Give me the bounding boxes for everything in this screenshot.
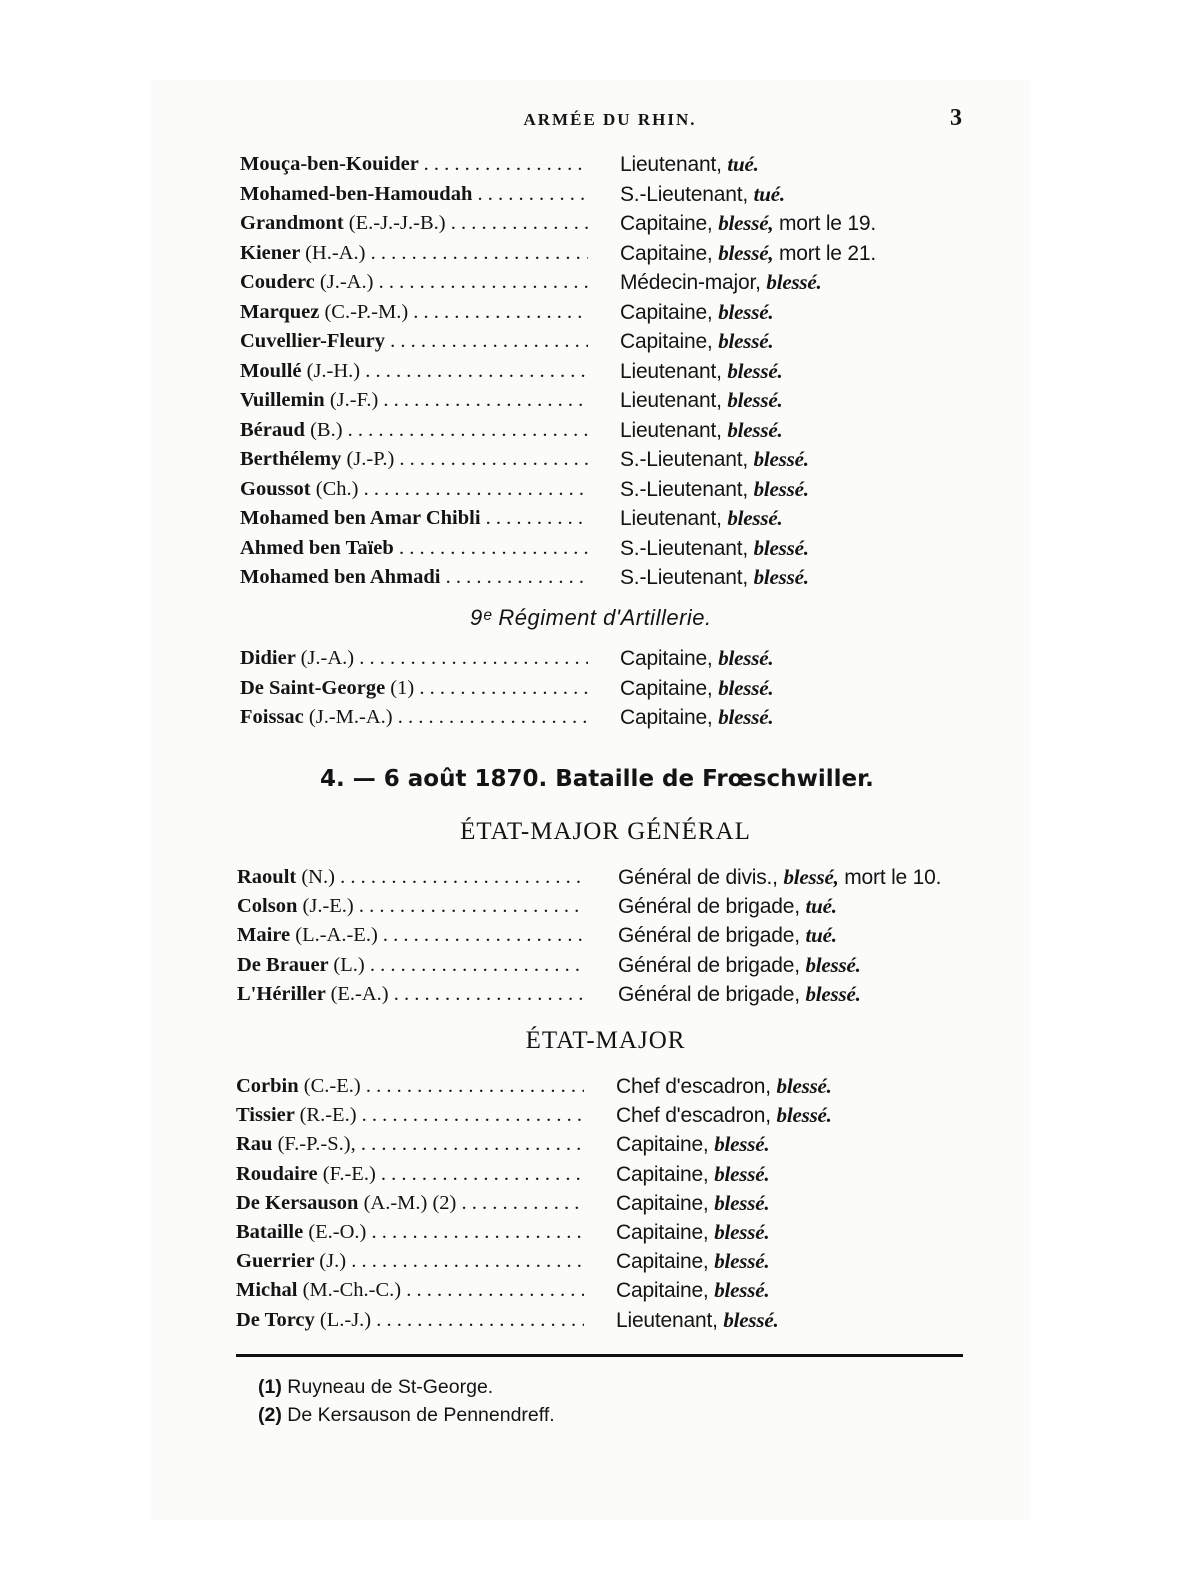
roster-row (0, 209, 1191, 238)
initials: (E.-J.-J.-B.) (348, 212, 446, 234)
footnote-marker: (1) (258, 1376, 282, 1398)
casualty-status: blessé. (753, 447, 809, 471)
officer-name (240, 674, 588, 703)
footnote-2 (258, 1404, 555, 1427)
casualty-status: blessé. (714, 1161, 770, 1186)
rank-status (620, 180, 785, 209)
surname: Michal (236, 1279, 298, 1302)
casualty-status: blessé. (727, 506, 783, 530)
death-note: mort le 10. (838, 866, 942, 889)
roster-row (0, 921, 1191, 950)
officer-name (236, 1247, 584, 1276)
casualty-status: blessé, (718, 211, 774, 235)
officer-name (240, 475, 588, 504)
roster-row (0, 1072, 1191, 1101)
casualty-status: blessé, (718, 240, 774, 265)
rank: Général de brigade, (618, 982, 806, 1006)
surname: Moullé (240, 359, 302, 382)
roster-row (0, 268, 1191, 297)
initials: (J.-H.) (306, 359, 361, 382)
rank: Médecin-major, (620, 271, 767, 294)
surname: De Kersauson (236, 1191, 359, 1214)
initials: (L.-A.-E.) (295, 924, 378, 947)
rank: Capitaine, (616, 1162, 715, 1186)
roster-row (0, 327, 1191, 356)
rank: Lieutenant, (620, 389, 728, 412)
officer-name (236, 1218, 584, 1247)
rank: Capitaine, (620, 330, 719, 353)
rank: Général de divis., (618, 866, 784, 889)
initials: (M.-Ch.-C.) (302, 1279, 402, 1302)
surname: De Saint-George (240, 676, 386, 699)
officer-name (240, 644, 588, 673)
surname: Goussot (240, 477, 311, 500)
roster-row (0, 1160, 1191, 1189)
surname: Foissac (240, 706, 304, 728)
initials: (J.-F.) (329, 389, 379, 411)
officer-name (236, 1101, 584, 1130)
rank-status (620, 327, 773, 356)
rank-status (620, 386, 783, 415)
rank-status (620, 268, 822, 297)
roster-row (0, 951, 1191, 980)
surname: Bataille (236, 1221, 304, 1243)
casualty-status: blessé. (718, 646, 774, 670)
roster-row (0, 298, 1191, 327)
roster-row (0, 892, 1191, 921)
rank: Capitaine, (616, 1191, 715, 1215)
casualty-status: blessé. (723, 1307, 779, 1332)
rank-status (620, 239, 876, 268)
rank-status (620, 475, 809, 504)
roster-row (0, 1130, 1191, 1159)
regiment-heading: 9ᵉ Régiment d'Artillerie. (470, 605, 712, 630)
rank-status (616, 1101, 832, 1130)
rank-status (620, 563, 809, 592)
rank: Capitaine, (616, 1250, 715, 1274)
surname: De Torcy (236, 1308, 315, 1331)
surname: Mohamed-ben-Hamoudah (240, 182, 473, 205)
casualty-status: blessé, (783, 865, 839, 889)
officer-name (236, 1130, 584, 1159)
rank-status (616, 1130, 769, 1159)
rank-status (616, 1276, 769, 1305)
surname: Guerrier (236, 1250, 315, 1273)
initials: (J.-A.) (319, 271, 374, 293)
page-number: 3 (950, 105, 962, 131)
initials: (H.-A.) (305, 241, 366, 264)
rank: Lieutenant, (616, 1308, 724, 1332)
roster-row (0, 445, 1191, 474)
rank: Capitaine, (616, 1133, 715, 1157)
officer-name (237, 921, 585, 950)
casualty-status: blessé. (753, 535, 809, 560)
surname: Vuillemin (240, 389, 325, 411)
initials: (E.-A.) (330, 982, 389, 1005)
surname: Maire (237, 924, 291, 947)
casualty-status: tué. (727, 152, 759, 176)
rank: S.-Lieutenant, (620, 448, 754, 471)
rank-status (620, 703, 773, 732)
initials: (C.-P.-M.) (324, 300, 409, 323)
rank: Lieutenant, (620, 153, 728, 176)
footnote-rule (236, 1354, 963, 1357)
casualty-status: blessé. (718, 329, 774, 353)
officer-name (236, 1160, 584, 1189)
rank-status (620, 416, 783, 445)
roster-row (0, 1276, 1191, 1305)
footnote-text: Ruyneau de St-George. (287, 1376, 494, 1398)
rank-status (620, 298, 773, 327)
rank: Capitaine, (620, 647, 719, 670)
initials: (B.) (310, 418, 343, 441)
initials: (J.-E.) (302, 895, 354, 918)
officer-name (240, 504, 588, 533)
rank-status (616, 1247, 769, 1276)
roster-row (0, 980, 1191, 1009)
surname: Mohamed ben Ahmadi (240, 566, 441, 588)
casualty-status: blessé. (776, 1074, 832, 1098)
officer-name (240, 534, 588, 563)
roster-row (0, 563, 1191, 592)
rank-status (620, 357, 783, 386)
surname: Béraud (240, 418, 305, 441)
roster-row (0, 150, 1191, 179)
casualty-status: blessé. (714, 1278, 770, 1303)
officer-name (240, 386, 588, 415)
rank: Général de brigade, (618, 953, 806, 977)
rank: Capitaine, (620, 300, 719, 324)
casualty-status: blessé. (766, 270, 822, 294)
death-note: mort le 19. (773, 212, 877, 235)
officer-name (240, 209, 588, 238)
officer-name (240, 268, 588, 297)
initials: (J.-A.) (300, 647, 355, 669)
casualty-status: blessé. (714, 1249, 770, 1274)
surname: Mohamed ben Amar Chibli (240, 507, 481, 529)
rank-status (620, 445, 809, 474)
officer-name (236, 1189, 584, 1218)
roster-row (0, 703, 1191, 732)
officer-name (240, 180, 588, 209)
casualty-status: blessé. (718, 705, 774, 729)
running-head: ARMÉE DU RHIN. (523, 110, 697, 129)
casualty-status: tué. (805, 894, 837, 919)
rank-status (618, 863, 941, 892)
section-heading-general-staff: ÉTAT-MAJOR GÉNÉRAL (460, 818, 751, 845)
surname: Ahmed ben Taïeb (240, 536, 394, 559)
rank-status (616, 1218, 769, 1247)
rank: Capitaine, (616, 1221, 715, 1244)
roster-row (0, 674, 1191, 703)
officer-name (240, 357, 588, 386)
initials: (Ch.) (315, 477, 359, 500)
rank: Capitaine, (620, 212, 719, 235)
officer-name (236, 1306, 584, 1335)
roster-row (0, 1218, 1191, 1247)
officer-name (240, 327, 588, 356)
casualty-status: blessé. (805, 981, 861, 1006)
rank: Général de brigade, (618, 924, 806, 948)
rank: Général de brigade, (618, 895, 806, 919)
section-heading-staff: ÉTAT-MAJOR (525, 1027, 686, 1054)
surname: Berthélemy (240, 448, 342, 470)
casualty-status: blessé. (718, 299, 774, 324)
surname: Kiener (240, 241, 300, 264)
initials: (1) (390, 676, 415, 699)
officer-name (236, 1276, 584, 1305)
casualty-status: blessé. (714, 1132, 770, 1157)
initials: (N.) (301, 866, 335, 888)
casualty-status: blessé. (753, 476, 809, 501)
rank: Capitaine, (616, 1279, 715, 1303)
officer-name (240, 563, 588, 592)
roster-row (0, 504, 1191, 533)
death-note: mort le 21. (773, 241, 877, 265)
roster-row (0, 386, 1191, 415)
initials: (E.-O.) (308, 1221, 367, 1243)
officer-name (236, 1072, 584, 1101)
surname: Roudaire (236, 1162, 318, 1185)
surname: Cuvellier-Fleury (240, 330, 385, 352)
surname: Marquez (240, 300, 320, 323)
rank: S.-Lieutenant, (620, 182, 754, 206)
surname: Grandmont (240, 212, 344, 234)
officer-name (240, 703, 588, 732)
rank-status (616, 1160, 769, 1189)
footnote-text: De Kersauson de Pennendreff. (287, 1404, 555, 1426)
officer-name (237, 863, 585, 892)
roster-row (0, 1306, 1191, 1335)
rank-status (616, 1306, 779, 1335)
rank: Lieutenant, (620, 359, 728, 383)
roster-row (0, 416, 1191, 445)
surname: L'Hériller (237, 982, 326, 1005)
surname: Didier (240, 647, 296, 669)
surname: Rau (236, 1133, 273, 1156)
roster-row (0, 239, 1191, 268)
rank-status (618, 921, 837, 950)
initials: (F.-P.-S.), (277, 1133, 356, 1156)
roster-row (0, 1189, 1191, 1218)
surname: Mouça-ben-Kouider (240, 153, 419, 175)
rank: S.-Lieutenant, (620, 536, 754, 560)
initials: (F.-E.) (322, 1162, 376, 1185)
rank-status (620, 209, 876, 238)
roster-row (0, 644, 1191, 673)
roster-row (0, 1247, 1191, 1276)
initials: (A.-M.) (2) (363, 1191, 457, 1214)
officer-name (237, 892, 585, 921)
casualty-status: blessé. (727, 417, 783, 442)
initials: (R.-E.) (299, 1104, 357, 1127)
battle-heading: 4. — 6 août 1870. Bataille de Frœschwiller. (320, 766, 874, 792)
rank-status (620, 534, 809, 563)
casualty-status: blessé. (718, 675, 774, 700)
casualty-status: tué. (753, 181, 785, 206)
roster-row (0, 534, 1191, 563)
rank-status (620, 644, 773, 673)
roster-row (0, 475, 1191, 504)
casualty-status: blessé. (727, 358, 783, 383)
roster-row (0, 1101, 1191, 1130)
initials: (J.-P.) (346, 448, 395, 470)
casualty-status: blessé. (714, 1220, 770, 1244)
surname: Raoult (237, 866, 297, 888)
rank: Chef d'escadron, (616, 1075, 777, 1098)
rank-status (616, 1072, 832, 1101)
officer-name (240, 298, 588, 327)
roster-row (0, 180, 1191, 209)
casualty-status: blessé. (776, 1103, 832, 1128)
rank-status (620, 150, 759, 179)
initials: (L.-J.) (319, 1308, 372, 1331)
rank: S.-Lieutenant, (620, 477, 754, 501)
surname: De Brauer (237, 953, 329, 976)
officer-name (237, 980, 585, 1009)
rank: Capitaine, (620, 241, 719, 265)
rank: Lieutenant, (620, 507, 728, 530)
surname: Tissier (236, 1104, 295, 1127)
surname: Colson (237, 895, 298, 918)
rank: Capitaine, (620, 706, 719, 729)
officer-name (240, 416, 588, 445)
casualty-status: blessé. (714, 1190, 770, 1215)
rank-status (618, 892, 837, 921)
casualty-status: blessé. (727, 388, 783, 412)
footnote-marker: (2) (258, 1404, 282, 1426)
rank: Capitaine, (620, 676, 719, 700)
surname: Couderc (240, 271, 315, 293)
rank-status (618, 951, 861, 980)
initials: (J.) (319, 1250, 347, 1273)
casualty-status: tué. (805, 923, 837, 948)
initials: (C.-E.) (303, 1075, 361, 1097)
rank-status (620, 504, 783, 533)
officer-name (240, 150, 588, 179)
rank-status (620, 674, 773, 703)
rank: Chef d'escadron, (616, 1104, 777, 1128)
officer-name (240, 445, 588, 474)
rank-status (618, 980, 861, 1009)
casualty-status: blessé. (753, 565, 809, 589)
rank-status (616, 1189, 769, 1218)
officer-name (237, 951, 585, 980)
footnote-1 (258, 1376, 493, 1399)
rank: Lieutenant, (620, 418, 728, 442)
roster-row (0, 863, 1191, 892)
officer-name (240, 239, 588, 268)
initials: (L.) (333, 953, 365, 976)
rank: S.-Lieutenant, (620, 566, 754, 589)
surname: Corbin (236, 1075, 299, 1097)
casualty-status: blessé. (805, 952, 861, 977)
initials: (J.-M.-A.) (308, 706, 393, 728)
roster-row (0, 357, 1191, 386)
